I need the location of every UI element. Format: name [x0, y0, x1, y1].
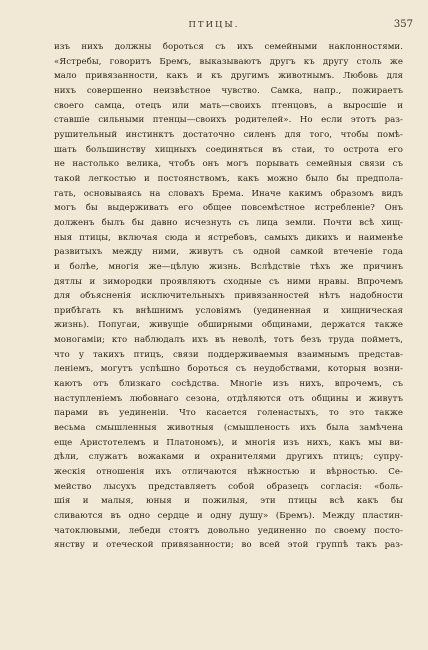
text-line: что у такихъ птицъ, связи поддерживаемыя взаимнымъ представ- — [54, 349, 403, 360]
page-number: 357 — [393, 19, 413, 30]
text-line: долженъ былъ бы давно исчезнуть съ лица земли. Почти всѣ хищ- — [54, 217, 403, 228]
text-line: жизнь). Попугаи, живущіе обширными общинами, держатся также — [54, 320, 403, 331]
text-line: леніемъ, могутъ успѣшно бороться съ неудобствами, которыя возни- — [54, 364, 403, 375]
text-line: еще Аристотелемъ и Платономъ), и многія изъ нихъ, какъ мы ви- — [54, 437, 403, 448]
text-line: янству и отеческой привязанности; во всей этой группѣ такъ раз- — [54, 540, 403, 551]
text-line: каютъ отъ близкаго сосѣдства. Многіе изъ нихъ, впрочемъ, съ — [54, 379, 403, 390]
text-line: прибѣгать къ внѣшнимъ условіямъ (уединенная и хищническая — [54, 305, 403, 316]
text-line: и болѣе, многія же—цѣлую жизнь. Вслѣдствіе тѣхъ же причинъ — [54, 261, 403, 272]
text-line: не настолько велика, чтобъ онъ могъ порывать семейныя связи съ — [54, 159, 403, 170]
text-line: гать, основываясь на словахъ Брема. Иначе какимъ образомъ видъ — [54, 188, 403, 199]
text-line: дятлы и зимородки проявляютъ сходные съ ними нравы. Впрочемъ — [54, 276, 403, 287]
text-line: жескія отношенія ихъ отличаются нѣжностью и вѣрностью. Се- — [54, 467, 403, 478]
text-line: ныя птицы, включая сюда и ястребовъ, самыхъ дикихъ и наименѣе — [54, 232, 403, 243]
body-text — [54, 40, 403, 553]
text-line: нихъ совершенно неизвѣстное чувство. Самка, напр., пожираетъ — [54, 85, 403, 96]
text-line: шать большинству хищныхъ соединяться въ стаи, то острота его — [54, 144, 403, 155]
text-line: своего самца, отецъ или мать—своихъ птенцовъ, а выросшіе и — [54, 100, 403, 111]
text-line: шія и малыя, юныя и пожилыя, эти птицы всѣ какъ бы — [54, 496, 403, 507]
text-line: такой легкостью и постоянствомъ, какъ можно было бы предпола- — [54, 173, 403, 184]
text-line: ставшіе сильными птенцы—своихъ родителей». Но если этотъ раз- — [54, 115, 403, 126]
text-line: сливаются въ одно сердце и одну душу» (Бремъ). Между пластин- — [54, 511, 403, 521]
text-line: чатоклювыми, лебеди стоятъ довольно уединенно по своему посто- — [54, 525, 403, 536]
text-line: для объясненія исключительныхъ привязанностей нѣтъ надобности — [54, 291, 403, 302]
text-line: развитыхъ между ними, живутъ съ одной самкой втеченіе года — [54, 247, 403, 258]
text-line: могъ бы выдерживать его общее повсемѣстное истребленіе? Онъ — [54, 203, 403, 214]
text-line: изъ нихъ должны бороться съ ихъ семейными наклонностями. — [54, 42, 403, 52]
text-line: наступленіемъ любовнаго сезона, отдѣляются отъ общины и живутъ — [54, 393, 403, 404]
text-line: моногаміи; кто наблюдалъ ихъ въ неволѣ, тотъ безъ труда пойметъ, — [54, 335, 403, 346]
text-line: мейство лысухъ представляетъ собой образецъ согласія: «боль- — [54, 481, 403, 492]
text-line: парами въ уединеніи. Что касается голенастыхъ, то это также — [54, 408, 403, 419]
text-line: рушительный инстинктъ достаточно силенъ для того, чтобы помѣ- — [54, 129, 403, 140]
text-line: «Ястребы, говоритъ Бремъ, выказываютъ другъ къ другу столь же — [54, 56, 403, 67]
text-line: дѣли, служатъ вожаками и охранителями другихъ птицъ; супру- — [54, 452, 403, 463]
running-header-title: ПТИЦЫ. — [188, 20, 240, 30]
text-line: мало привязанности, какъ и къ другимъ животнымъ. Любовь для — [54, 71, 403, 82]
text-line: весьма смышленныя животныя (смышленость ихъ была замѣчена — [54, 423, 403, 434]
